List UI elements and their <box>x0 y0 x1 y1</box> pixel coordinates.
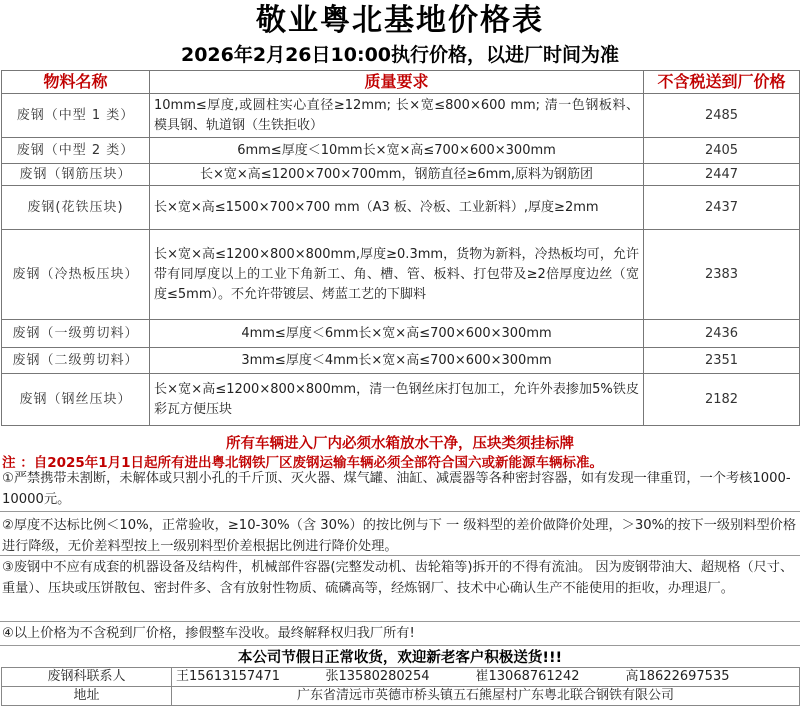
table-row <box>2 348 800 374</box>
divider <box>0 511 800 512</box>
price-value: 2447 <box>644 164 800 186</box>
contact-phone: 张13580280254 <box>322 668 472 687</box>
notice-item-3: ③废钢中不应有成套的机器设备及结构件，机械部件容器(完整发动机、齿轮箱等)拆开的不得有流油。 因为废钢带油大、超规格（尺寸、重量）、压块或压饼散包、密封件多、含有放射性物质、硫磷高等，经炼钢厂、技术中心确认生产不能使用的拒收，办理退厂。 <box>2 560 794 596</box>
price-value: 2351 <box>644 348 800 374</box>
column-header-material: 物料名称 <box>2 71 150 94</box>
quality-requirement: 4mm≤厚度＜6mm长×宽×高≤700×600×300mm <box>150 320 644 348</box>
notice-item-4: ④以上价格为不含税到厂价格，掺假整车没收。最终解释权归我厂所有! <box>2 626 415 641</box>
address-label: 地址 <box>2 687 172 706</box>
page-title: 敬业粤北基地价格表 <box>256 3 544 38</box>
contact-phone: 崔13068761242 <box>472 668 622 687</box>
quality-requirement: 长×宽×高≤1200×700×700mm，钢筋直径≥6mm,原料为钢筋团 <box>150 164 644 186</box>
table-row <box>2 164 800 186</box>
quality-requirement: 长×宽×高≤1200×800×800mm，清一色钢丝床打包加工，允许外表掺加5%铁皮彩瓦方便压块 <box>150 374 644 426</box>
divider <box>0 621 800 622</box>
price-value: 2485 <box>644 94 800 138</box>
table-row <box>2 186 800 230</box>
material-name: 废钢（钢丝压块） <box>2 374 150 426</box>
quality-requirement: 长×宽×高≤1500×700×700 mm（A3 板、冷板、工业新料）,厚度≥2mm <box>150 186 644 230</box>
table-row <box>2 320 800 348</box>
table-row <box>2 94 800 138</box>
price-value: 2405 <box>644 138 800 164</box>
material-name: 废钢（中型 2 类） <box>2 138 150 164</box>
price-value: 2437 <box>644 186 800 230</box>
material-name: 废钢（冷热板压块） <box>2 230 150 320</box>
material-name: 废钢（一级剪切料） <box>2 320 150 348</box>
notice-item-1: ①严禁携带未割断，未解体或只割小孔的千斤顶、灭火器、煤气罐、油缸、减震器等各种密封容器，如有发现一律重罚，一个考核1000-10000元。 <box>2 471 791 507</box>
price-table <box>1 70 800 426</box>
contact-phone: 王15613157471 <box>172 668 322 687</box>
holiday-notice: 本公司节假日正常收货，欢迎新老客户积极送货!!! <box>237 650 563 666</box>
table-row <box>2 374 800 426</box>
price-value: 2436 <box>644 320 800 348</box>
vehicle-notice: 所有车辆进入厂内必须水箱放水干净，压块类须挂标牌 <box>226 436 574 452</box>
address-row <box>2 687 800 706</box>
table-row <box>2 230 800 320</box>
quality-requirement: 3mm≤厚度＜4mm长×宽×高≤700×600×300mm <box>150 348 644 374</box>
column-header-price: 不含税送到厂价格 <box>644 71 800 94</box>
material-name: 废钢（中型 1 类） <box>2 94 150 138</box>
column-header-quality: 质量要求 <box>150 71 644 94</box>
price-value: 2383 <box>644 230 800 320</box>
quality-requirement: 10mm≤厚度,或圆柱实心直径≥12mm; 长×宽≤800×600 mm; 清一色钢板料、模具钢、轨道钢（生铁拒收） <box>150 94 644 138</box>
contact-table <box>1 667 800 706</box>
material-name: 废钢(花铁压块) <box>2 186 150 230</box>
quality-requirement: 长×宽×高≤1200×800×800mm,厚度≥0.3mm，货物为新料，冷热板均可，允许带有同厚度以上的工业下角新工、角、槽、管、板料、打包带及≥2倍厚度边丝（宽度≤5mm）。不允许带镀层、烤蓝工艺的下脚料 <box>150 230 644 320</box>
quality-requirement: 6mm≤厚度＜10mm长×宽×高≤700×600×300mm <box>150 138 644 164</box>
price-value: 2182 <box>644 374 800 426</box>
address-value: 广东省清远市英德市桥头镇五石熊屋村广东粤北联合钢铁有限公司 <box>172 687 800 706</box>
emission-standard-note: 注 ：自2025年1月1日起所有进出粤北钢铁厂区废钢运输车辆必须全部符合国六或新能源车辆标准。 <box>2 455 604 471</box>
contacts-label: 废钢科联系人 <box>2 668 172 687</box>
effective-date-subtitle: 2026年2月26日10:00执行价格，以进厂时间为准 <box>180 44 620 66</box>
contact-phone: 高18622697535 <box>622 668 800 687</box>
table-row <box>2 138 800 164</box>
notice-item-2: ②厚度不达标比例＜10%，正常验收，≥10-30%（含 30%）的按比例与下 一 级料型的差价做降价处理，＞30%的按下一级别料型价格进行降级，无价差料型按上一级别料型价差根据比例进行降价处理。 <box>2 518 797 554</box>
material-name: 废钢（二级剪切料） <box>2 348 150 374</box>
material-name: 废钢（钢筋压块） <box>2 164 150 186</box>
contacts-row <box>2 668 800 687</box>
table-header-row <box>2 71 800 94</box>
divider <box>0 555 800 556</box>
